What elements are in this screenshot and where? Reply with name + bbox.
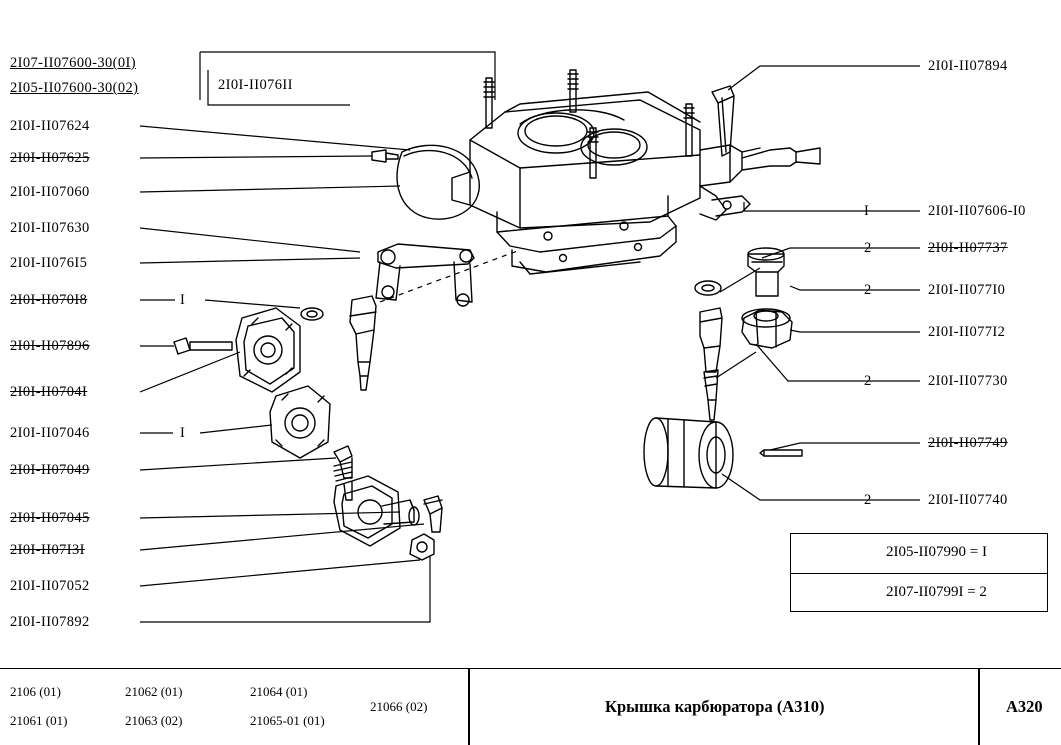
- footer-model-3-0: 21066 (02): [370, 699, 428, 714]
- part-label-right-1: 2I0I-II07606-I0: [928, 203, 1026, 219]
- part-label-right-3: 2I0I-II077I0: [928, 282, 1006, 298]
- qty-right-2: 2: [864, 240, 872, 256]
- footer-model-2-0: 21064 (01): [250, 684, 308, 699]
- footer-model-1-0: 21062 (01): [125, 684, 183, 699]
- part-label-left-9: 2I0I-II0704I: [10, 384, 88, 400]
- footer-bar: [0, 668, 1061, 745]
- legend-row-1: 2I07-II0799I = 2: [886, 584, 987, 600]
- part-label-left-3: 2I0I-II07625: [10, 150, 90, 166]
- part-label-left-0: 2I07-II07600-30(0I): [10, 55, 136, 71]
- footer-divider-1: [468, 669, 470, 745]
- footer-model-2-1: 21065-01 (01): [250, 713, 325, 728]
- qty-right-5: 2: [864, 373, 872, 389]
- qty-right-1: I: [864, 203, 870, 219]
- legend-row-0: 2I05-II07990 = I: [886, 544, 987, 560]
- legend-divider: [791, 573, 1047, 574]
- qty-right-3: 2: [864, 282, 872, 298]
- part-label-right-6: 2I0I-II07749: [928, 435, 1008, 451]
- part-label-left-8: 2I0I-II07896: [10, 338, 90, 354]
- part-label-left-14: 2I0I-II07052: [10, 578, 90, 594]
- footer-model-0-0: 2106 (01): [10, 684, 61, 699]
- part-label-left-1: 2I05-II07600-30(02): [10, 80, 139, 96]
- footer-model-0-1: 21061 (01): [10, 713, 68, 728]
- part-label-left-12: 2I0I-II07045: [10, 510, 90, 526]
- footer-divider-2: [978, 669, 980, 745]
- qty-mark-left-1: I: [180, 425, 186, 441]
- legend-box: [790, 533, 1048, 612]
- part-label-right-0: 2I0I-II07894: [928, 58, 1008, 74]
- part-label-left-5: 2I0I-II07630: [10, 220, 90, 236]
- part-label-left-13: 2I0I-II07I3I: [10, 542, 85, 558]
- part-label-right-7: 2I0I-II07740: [928, 492, 1008, 508]
- part-label-left-11: 2I0I-II07049: [10, 462, 90, 478]
- sheet-code: A320: [1006, 697, 1043, 716]
- part-label-right-4: 2I0I-II077I2: [928, 324, 1006, 340]
- part-label-right-5: 2I0I-II07730: [928, 373, 1008, 389]
- part-label-left-7: 2I0I-II070I8: [10, 292, 88, 308]
- part-label-left-6: 2I0I-II076I5: [10, 255, 88, 271]
- qty-right-7: 2: [864, 492, 872, 508]
- part-label-left-2: 2I0I-II07624: [10, 118, 90, 134]
- page-title: Крышка карбюратора (A310): [605, 697, 825, 716]
- part-label-boxed: 2I0I-II076II: [218, 77, 293, 93]
- part-label-left-15: 2I0I-II07892: [10, 614, 90, 630]
- part-label-left-4: 2I0I-II07060: [10, 184, 90, 200]
- part-label-right-2: 2I0I-II07737: [928, 240, 1008, 256]
- qty-mark-left-0: I: [180, 292, 186, 308]
- footer-model-1-1: 21063 (02): [125, 713, 183, 728]
- part-label-left-10: 2I0I-II07046: [10, 425, 90, 441]
